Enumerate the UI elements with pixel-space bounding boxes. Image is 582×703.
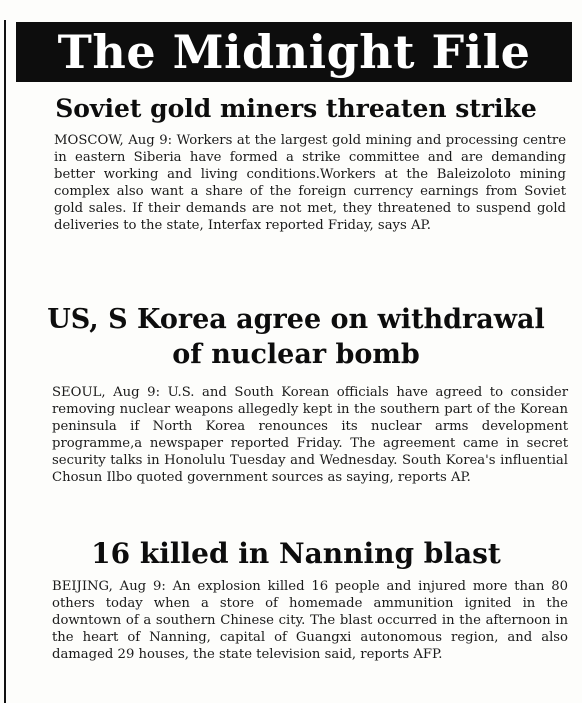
article-3-body [52, 578, 568, 663]
article-3-headline: 16 killed in Nanning blast [91, 537, 501, 570]
masthead-title: The Midnight File [57, 25, 531, 79]
article-2-text: SEOUL, Aug 9: U.S. and South Korean officials have agreed to consider removing nuclear weapons allegedly kept in the southern part of the Korean peninsula if North Korea renounces its nuclear arms development programme,a newspaper reported Friday. The agreement came in secret security talks in Honolulu Tuesday and Wednesday. South Korea's influential Chosun Ilbo quoted government sources as saying, reports AP. [52, 385, 568, 485]
column-rule [4, 20, 6, 703]
article-2-headline-line1: US, S Korea agree on withdrawal [47, 304, 545, 335]
article-3-text: BEIJING, Aug 9: An explosion killed 16 people and injured more than 80 others today when a store of homemade ammunition ignited in the downtown of a southern Chinese city. The blast occurred in the afternoon in the heart of Nanning, capital of Guangxi autonomous region, and also damaged 29 houses, the state television said, reports AFP. [52, 579, 568, 662]
masthead-banner [16, 22, 572, 82]
article-1-headline: Soviet gold miners threaten strike [55, 94, 537, 123]
article-2-body [52, 384, 568, 486]
article-2-headline-line2: of nuclear bomb [172, 339, 420, 370]
article-1-text: MOSCOW, Aug 9: Workers at the largest gold mining and processing centre in eastern Siberia have formed a strike committee and are demanding better working and living conditions.Workers at the Baleizoloto mining complex also want a share of the foreign currency earnings from Soviet gold sales. If their demands are not met, they threatened to suspend gold deliveries to the state, Interfax reported Friday, says AP. [54, 133, 566, 233]
article-1-body [54, 132, 566, 234]
